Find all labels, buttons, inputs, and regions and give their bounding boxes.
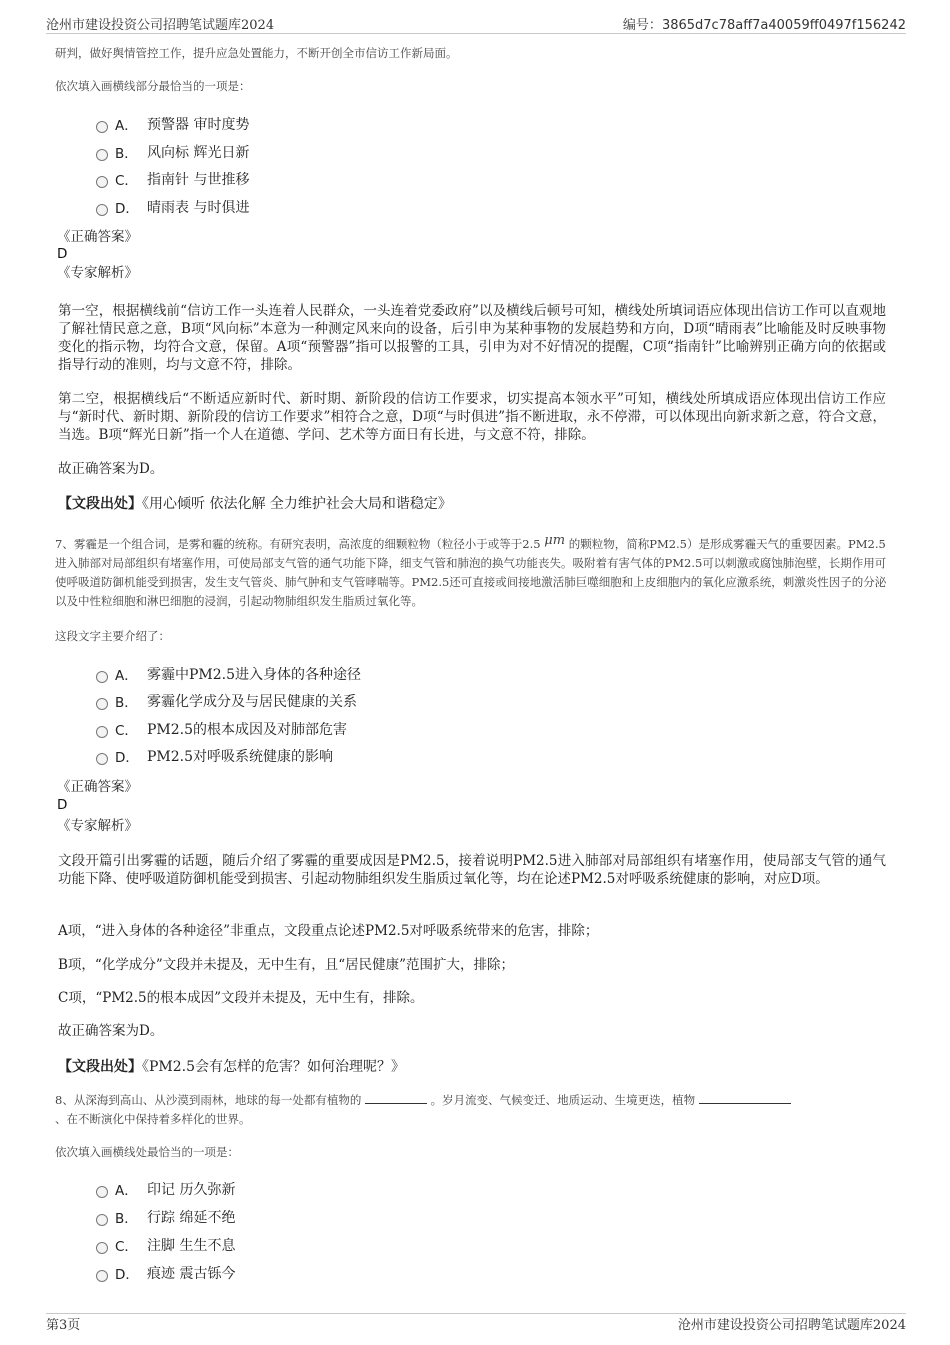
option-text: 行踪 绵延不绝 — [147, 1210, 236, 1226]
option-text: 风向标 辉光日新 — [147, 145, 250, 161]
option-text: 痕迹 震古铄今 — [147, 1266, 236, 1282]
radio-icon[interactable] — [96, 204, 108, 216]
source-title: 《PM2.5会有怎样的危害？如何治理呢？》 — [142, 1059, 406, 1075]
q6-analysis-label: 《专家解析》 — [57, 265, 138, 281]
option-letter: A． — [115, 118, 138, 134]
q8-prompt: 依次填入画横线处最恰当的一项是： — [55, 1145, 239, 1159]
q7-source — [58, 1056, 890, 1076]
q6-option-b[interactable] — [96, 141, 249, 163]
radio-icon[interactable] — [96, 1214, 108, 1226]
q7-analysis-label: 《专家解析》 — [57, 818, 138, 834]
q6-option-c[interactable] — [96, 168, 249, 190]
option-letter: D． — [115, 1267, 139, 1283]
footer-title: 沧州市建设投资公司招聘笔试题库2024 — [677, 1318, 906, 1333]
answer-blank-1 — [365, 1091, 427, 1104]
option-text: 指南针 与世推移 — [147, 172, 250, 188]
option-text: 雾霾化学成分及与居民健康的关系 — [147, 694, 357, 710]
q7-analysis-4: C项，“PM2.5的根本成因”文段并未提及，无中生有，排除。 — [58, 990, 424, 1006]
q6-answer: D — [57, 246, 68, 262]
q8-stem-part-a: 8、从深海到高山、从沙漠到雨林，地球的每一处都有植物的 — [55, 1093, 362, 1107]
radio-icon[interactable] — [96, 121, 108, 133]
q8-stem-part-c: 、在不断演化中保持着多样化的世界。 — [55, 1112, 251, 1126]
radio-icon[interactable] — [96, 1270, 108, 1282]
radio-icon[interactable] — [96, 671, 108, 683]
header-code — [623, 14, 906, 33]
option-letter: B． — [115, 695, 138, 711]
q8-option-c[interactable] — [96, 1234, 235, 1256]
q7-analysis-3: B项，“化学成分”文段并未提及，无中生有，且“居民健康”范围扩大，排除； — [58, 957, 515, 973]
q7-option-d[interactable] — [96, 745, 333, 767]
q7-option-b[interactable] — [96, 690, 357, 712]
radio-icon[interactable] — [96, 176, 108, 188]
q6-answer-label: 《正确答案》 — [57, 229, 138, 245]
q7-option-c[interactable] — [96, 718, 347, 740]
header-title: 沧州市建设投资公司招聘笔试题库2024 — [46, 18, 275, 33]
q7-stem-part-b: 的颗粒物，简称PM2.5）是形成雾霾天气的重要因素。PM2.5进入肺部对局部组织有堵塞作用，可使局部支气管的通气功能下降，细支气管和肺泡的换气功能丧失。吸附着有害气体的PM2.5可以刺激或腐蚀肺泡壁，长期作用可使呼吸道防御机能受到损害，发生支气管炎、肺气肿和支气管哮喘等。PM2.5还可直接或间接地激活肺巨噬细胞和上皮细胞内的氧化应激系统，刺激炎性因子的分泌以及中性粒细胞和淋巴细胞的浸润，引起动物肺组织发生脂质过氧化等。 — [55, 537, 887, 608]
q7-conclusion: 故正确答案为D。 — [58, 1023, 164, 1039]
q8-option-b[interactable] — [96, 1206, 235, 1228]
q7-stem — [55, 535, 890, 611]
option-letter: D． — [115, 750, 139, 766]
micrometer-unit: μm — [544, 533, 566, 548]
q7-analysis-1: 文段开篇引出雾霾的话题，随后介绍了雾霾的重要成因是PM2.5，接着说明PM2.5进入肺部对局部组织有堵塞作用，使局部支气管的通气功能下降、使呼吸道防御机能受到损害、引起动物肺组织发生脂质过氧化等，均在论述PM2.5对呼吸系统健康的影响，对应D项。 — [58, 853, 886, 887]
source-label: 【文段出处】 — [58, 496, 142, 512]
radio-icon[interactable] — [96, 726, 108, 738]
option-letter: A． — [115, 1183, 138, 1199]
option-letter: B． — [115, 146, 138, 162]
option-letter: C． — [115, 1239, 138, 1255]
radio-icon[interactable] — [96, 149, 108, 161]
q8-option-d[interactable] — [96, 1262, 235, 1284]
q6-prompt: 依次填入画横线部分最恰当的一项是： — [55, 79, 251, 93]
option-text: 预警器 审时度势 — [147, 117, 250, 133]
option-letter: A． — [115, 668, 138, 684]
q6-stem-tail: 研判，做好舆情管控工作，提升应急处置能力，不断开创全市信访工作新局面。 — [55, 46, 458, 60]
radio-icon[interactable] — [96, 753, 108, 765]
q6-conclusion: 故正确答案为D。 — [58, 461, 164, 477]
source-title: 《用心倾听 依法化解 全力维护社会大局和谐稳定》 — [142, 496, 452, 512]
header-divider — [46, 33, 906, 34]
page-header — [46, 14, 906, 34]
option-text: 晴雨表 与时俱进 — [147, 200, 250, 216]
option-letter: D． — [115, 201, 139, 217]
q6-analysis-2: 第二空，根据横线后“不断适应新时代、新时期、新阶段的信访工作要求，切实提高本领水平”可知，横线处所填成语应体现出信访工作应与“新时代、新时期、新阶段的信访工作要求”相符合之意，D项“与时俱进”指不断进取，永不停滞，可以体现出向新求新之意，符合文意，当选。B项“辉光日新”指一个人在道德、学问、艺术等方面日有长进，与文意不符，排除。 — [58, 391, 886, 443]
page-number: 第3页 — [46, 1318, 81, 1333]
q6-analysis-1: 第一空，根据横线前“信访工作一头连着人民群众，一头连着党委政府”以及横线后顿号可知，横线处所填词语应体现出信访工作可以直观地了解社情民意之意，B项“风向标”本意为一种测定风来向的设备，后引申为某种事物的发展趋势和方向，D项“晴雨表”比喻能及时反映事物变化的指示物，均符合文意，保留。A项“预警器”指可以报警的工具，引申为对不好情况的提醒，C项“指南针”比喻辨别正确方向的依据或指导行动的准则，均与文意不符，排除。 — [58, 303, 886, 373]
q7-answer: D — [57, 797, 68, 813]
q6-source — [58, 493, 890, 513]
q7-prompt: 这段文字主要介绍了： — [55, 629, 170, 643]
option-letter: B． — [115, 1211, 138, 1227]
q6-option-a[interactable] — [96, 113, 249, 135]
q7-analysis-2: A项，“进入身体的各种途径”非重点，文段重点论述PM2.5对呼吸系统带来的危害，排除； — [58, 923, 599, 939]
q6-option-d[interactable] — [96, 196, 249, 218]
header-code-label: 编号： — [622, 18, 662, 33]
source-label: 【文段出处】 — [58, 1059, 142, 1075]
option-letter: C． — [115, 173, 138, 189]
page-footer — [46, 1314, 906, 1334]
option-text: PM2.5的根本成因及对肺部危害 — [147, 722, 348, 738]
option-text: PM2.5对呼吸系统健康的影响 — [147, 749, 334, 765]
option-letter: C． — [115, 723, 138, 739]
q7-option-a[interactable] — [96, 663, 361, 685]
radio-icon[interactable] — [96, 1242, 108, 1254]
q7-stem-part-a: 7、雾霾是一个组合词，是雾和霾的统称。有研究表明，高浓度的细颗粒物（粒径小于或等于2.5 — [55, 537, 541, 551]
q8-stem — [55, 1091, 890, 1129]
radio-icon[interactable] — [96, 1186, 108, 1198]
q8-option-a[interactable] — [96, 1178, 235, 1200]
option-text: 印记 历久弥新 — [147, 1182, 236, 1198]
answer-blank-2 — [699, 1091, 791, 1104]
radio-icon[interactable] — [96, 698, 108, 710]
q8-stem-part-b: 。岁月流变、气候变迁、地质运动、生境更迭，植物 — [430, 1093, 696, 1107]
option-text: 注脚 生生不息 — [147, 1238, 236, 1254]
q7-answer-label: 《正确答案》 — [57, 779, 138, 795]
option-text: 雾霾中PM2.5进入身体的各种途径 — [147, 667, 362, 683]
header-code-value: 3865d7c78aff7a40059ff0497f156242 — [661, 18, 906, 33]
